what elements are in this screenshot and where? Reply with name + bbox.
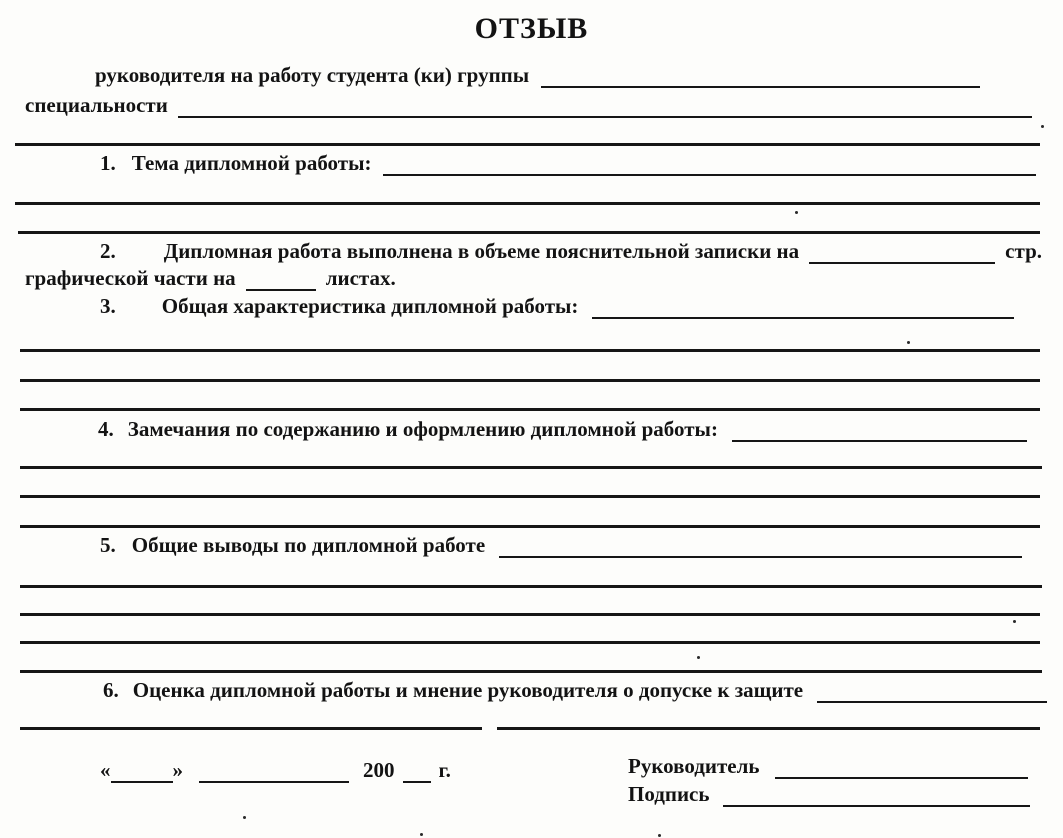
signature-label: Подпись — [628, 782, 710, 806]
horizontal-rule — [20, 585, 1042, 588]
intro-line-group-label: руководителя на работу студента (ки) группы — [95, 63, 530, 87]
scan-speck — [658, 834, 661, 837]
item-5-number: 5. — [100, 533, 116, 557]
horizontal-rule — [20, 641, 1040, 644]
horizontal-rule — [20, 408, 1040, 411]
item-3-row — [100, 293, 1014, 319]
item-4-label: Замечания по содержанию и оформлению дипломной работы: — [127, 417, 718, 441]
scan-speck — [697, 656, 700, 659]
horizontal-rule — [20, 613, 1040, 616]
horizontal-rule — [20, 466, 1042, 469]
horizontal-rule — [20, 379, 1040, 382]
item-2-label: Дипломная работа выполнена в объеме пояснительной записки на — [163, 239, 800, 263]
item-5-label: Общие выводы по дипломной работе — [131, 533, 486, 557]
item-1-label: Тема дипломной работы: — [131, 151, 372, 175]
scan-speck — [420, 833, 423, 836]
item-3-label: Общая характеристика дипломной работы: — [161, 294, 579, 318]
month-blank-field — [199, 757, 349, 783]
supervisor-name-blank-field — [775, 753, 1028, 779]
scan-speck — [907, 341, 910, 344]
intro-line-specialty-label: специальности — [25, 93, 168, 117]
scan-speck — [1041, 125, 1044, 128]
item-1-number: 1. — [100, 151, 116, 175]
year-prefix: 200 — [363, 758, 395, 782]
horizontal-rule — [20, 525, 1040, 528]
item-4-number: 4. — [98, 417, 114, 441]
sheets-count-blank-field — [246, 265, 316, 291]
item-3-blank-field — [592, 293, 1014, 319]
item-2-line-2-pre: графической части на — [25, 266, 236, 290]
item-6-label: Оценка дипломной работы и мнение руководителя о допуске к защите — [132, 678, 804, 702]
item-2-number: 2. — [100, 239, 116, 263]
year-suffix: г. — [438, 758, 451, 782]
item-5-blank-field — [499, 532, 1022, 558]
date-line — [100, 757, 451, 783]
signature-line — [628, 781, 1030, 807]
signature-blank-field — [723, 781, 1030, 807]
item-4-row — [98, 416, 1027, 442]
scan-speck — [795, 211, 798, 214]
day-blank-field — [111, 757, 173, 783]
horizontal-rule — [20, 670, 1042, 673]
intro-line-specialty — [25, 92, 1032, 118]
open-quote: « — [100, 758, 111, 782]
pages-count-blank-field — [809, 238, 995, 264]
supervisor-line — [628, 753, 1028, 779]
item-6-row — [103, 677, 1047, 703]
item-1-row — [100, 150, 1036, 176]
item-2-row-line-2 — [25, 265, 396, 291]
horizontal-rule — [20, 727, 482, 730]
group-blank-field — [541, 62, 980, 88]
horizontal-rule — [20, 495, 1040, 498]
item-2-line-2-post: листах. — [325, 266, 396, 290]
close-quote: » — [172, 758, 183, 782]
item-1-blank-field — [383, 150, 1036, 176]
form-title: ОТЗЫВ — [474, 12, 589, 45]
item-6-blank-field — [817, 677, 1047, 703]
item-2-suffix: стр. — [1005, 239, 1042, 263]
horizontal-rule — [497, 727, 1040, 730]
horizontal-rule — [15, 202, 1040, 205]
item-4-blank-field — [732, 416, 1027, 442]
item-3-number: 3. — [100, 294, 116, 318]
supervisor-label: Руководитель — [628, 754, 760, 778]
year-blank-field — [403, 757, 431, 783]
item-2-row — [100, 238, 1042, 264]
scan-speck — [1013, 620, 1016, 623]
horizontal-rule — [18, 231, 1040, 234]
item-5-row — [100, 532, 1022, 558]
item-6-number: 6. — [103, 678, 119, 702]
specialty-blank-field — [178, 92, 1032, 118]
horizontal-rule — [20, 349, 1040, 352]
horizontal-rule — [15, 143, 1040, 146]
scan-speck — [243, 816, 246, 819]
intro-line-group — [95, 62, 980, 88]
